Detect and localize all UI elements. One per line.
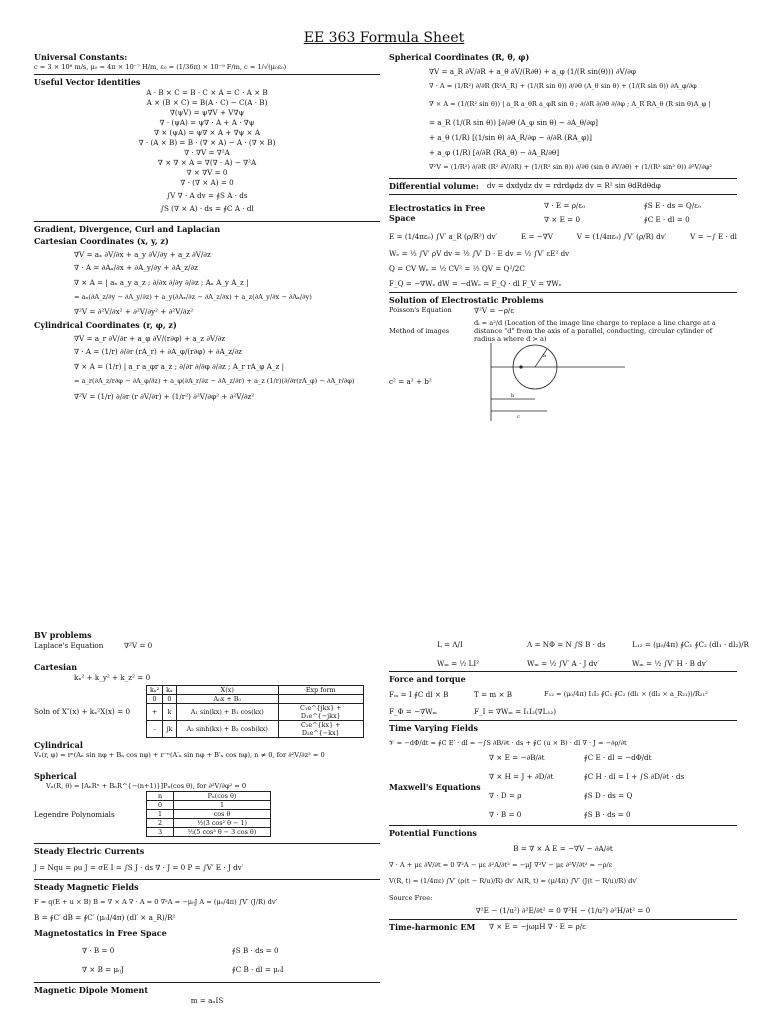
force-heading: Force and torque (389, 674, 466, 684)
divider (34, 879, 380, 880)
equation: Wₘ = ½ ∫V′ A · J dv′ (527, 659, 599, 668)
equation: ∮C E · dl = −dΦ/dt (584, 753, 652, 763)
poisson-equation: ∇²V = −ρ/ε (474, 305, 515, 315)
equation: Fₘ = I ∮C dl × B (389, 690, 449, 699)
equation: = a_R (1/(R sin θ)) [∂/∂θ (A_φ sin θ) − ∂A_θ/∂φ] (429, 118, 598, 128)
table-header: kₓ² (147, 686, 163, 695)
equation: V(R, t) = (1/4πε) ∫V′ (ρ(t − R/u)/R) dv′ A(R, t) = (μ/4π) ∫V′ (J(t − R/u)/R) dv′ (389, 877, 638, 886)
laplace-row (34, 641, 380, 650)
electrostatics-heading: Electrostatics in Free Space (389, 202, 486, 223)
table-cell: + (147, 704, 163, 721)
equation: ∮S B · ds = 0 (584, 810, 631, 820)
magnetostatics-heading: Magnetostatics in Free Space (34, 927, 167, 938)
equation: L₁₂ = (μ₀/4π) ∮C₁ ∮C₂ (dl₁ · dl₂)/R (632, 640, 749, 649)
table-row (147, 695, 364, 704)
table-row (147, 828, 271, 837)
tvf-heading: Time Varying Fields (389, 723, 479, 733)
table-cell: jk (163, 721, 177, 738)
label-c: c (517, 414, 520, 421)
equation: E = −∇V (520, 231, 553, 241)
table-cell: 1 (174, 801, 271, 810)
table-cell: 1 (147, 810, 174, 819)
identity: ∇ × (ψA) = ψ∇ × A + ∇ψ × A (153, 128, 261, 138)
divider (389, 671, 737, 672)
equation: L = Λ/I (437, 640, 463, 649)
table-header-row (147, 792, 271, 801)
equation: ∮S D · ds = Q (584, 791, 633, 801)
equation: ∇ · A + με ∂V/∂t = 0 ∇²A − με ∂²A/∂t² = −μJ ∇²V − με ∂²V/∂t² = −ρ/ε (389, 861, 613, 870)
equation: ∮C H · dl = I + ∫S ∂D/∂t · ds (584, 772, 685, 782)
equation: ∇V = a_r ∂V/∂r + a_φ ∂V/(r∂φ) + a_z ∂V/∂z (74, 334, 226, 344)
table-cell: A₂ sinh(kx) + B₂ cosh(kx) (176, 721, 278, 738)
divider (389, 720, 737, 721)
images-label: Method of images (389, 326, 450, 335)
bv-heading: BV problems (34, 630, 92, 640)
diff-volume-heading: Differential volume: (389, 180, 479, 191)
identity: ∇ · (ψA) = ψ∇ · A + A · ∇ψ (159, 118, 255, 128)
images-note: dᵢ = a²/d (Location of the image line charge to replace a line charge at a distance "d" from the axis of a parallel, conducting, circular cylinder of radius a where d > a) (474, 318, 716, 344)
divider (34, 74, 380, 75)
image-charge-figure-area (389, 343, 737, 421)
table-cell: A₁ sin(kx) + B₁ cos(kx) (176, 704, 278, 721)
table-cell: cos θ (174, 810, 271, 819)
table-cell: A₀x + B₀ (176, 695, 278, 704)
equation: + a_θ (1/R) [(1/sin θ) ∂A_R/∂φ − ∂/∂R (RA_φ)] (429, 133, 592, 143)
bv-spherical-heading: Spherical (34, 771, 77, 782)
identity: A × (B × C) = B(A · C) − C(A · B) (146, 98, 268, 108)
identity: ∇ · ∇V = ∇²A (184, 148, 230, 158)
vector-identities-heading: Useful Vector Identities (34, 77, 141, 88)
equation: ∮C E · dl = 0 (644, 214, 690, 224)
poisson-label: Poisson's Equation (389, 306, 452, 315)
cartesian-heading: Cartesian Coordinates (x, y, z) (34, 236, 169, 247)
equation: ∇ · A = ∂Aₓ/∂x + ∂A_y/∂y + ∂A_z/∂z (74, 263, 198, 273)
steady-currents-heading: Steady Electric Currents (34, 846, 145, 857)
soln-table (146, 685, 364, 738)
identity: ∇ · (∇ × A) = 0 (180, 178, 234, 188)
equation: ∇ · D = ρ (489, 791, 522, 801)
bv-cartesian-heading: Cartesian (34, 662, 78, 672)
maxwell-grid (489, 753, 724, 819)
equation: ∮S E · ds = Q/ε₀ (644, 200, 701, 210)
universal-constants: c = 3 × 10⁸ m/s, μ₀ = 4π × 10⁻⁷ H/m, ε₀ = (1/36π) × 10⁻⁹ F/m, c = 1/√(μ₀ε₀) (34, 63, 287, 71)
divider (389, 194, 737, 195)
poisson-row (389, 306, 737, 315)
page-title: EE 363 Formula Sheet (303, 30, 465, 46)
vector-identities (34, 88, 380, 213)
label-a: a (543, 353, 546, 360)
dipole-equation: m = aₙIS (190, 995, 224, 1005)
identity: ∇(ψV) = ψ∇V + V∇ψ (169, 108, 245, 118)
cartesian-equations (34, 250, 380, 316)
dipole-heading: Magnetic Dipole Moment (34, 984, 149, 995)
equation: ∮S B · ds = 0 (232, 945, 279, 955)
laplace-equation: ∇²V = 0 (124, 641, 153, 650)
equation: F₁₂ = (μ₀/4π) I₁I₂ ∮C₁ ∮C₂ (dl₁ × (dl₂ × a_R₂₁))/R₂₁² (544, 690, 708, 698)
diff-volume-row (389, 181, 737, 191)
electrostatics-fields (389, 232, 737, 241)
diff-volume: dv = dxdydz dv = rdrdφdz dv = R² sin θdRdθdφ (486, 181, 661, 191)
left-column (34, 50, 380, 405)
steady-magnetic-1: F = q(E + u × B) B = ∇ × A ∇ · A = 0 ∇²A = −μ₀J A = (μ₀/4π) ∫V′ (J/R) dv′ (34, 898, 278, 907)
table-header-row (147, 686, 364, 695)
equation: Q = CV Wₑ = ½ CV² = ½ QV = Q²/2C (389, 263, 525, 273)
harmonic-equations: ∇ × E = −jωμH ∇ · E = ρ/ε (489, 922, 586, 932)
identity: A · B × C = B · C × A = C · A × B (146, 88, 268, 98)
legendre-table (146, 791, 271, 837)
equation: = a_r(∂A_z/r∂φ − ∂A_φ/∂z) + a_φ(∂A_r/∂z − ∂A_z/∂r) + a_z (1/r)(∂/∂r(rA_φ) − ∂A_r/∂φ) (74, 377, 355, 386)
table-cell: 0 (147, 695, 163, 704)
equation: Λ = NΦ = N ∫S B · ds (527, 640, 606, 649)
identity: ∫S (∇ × A) · ds = ∮C A · dl (160, 204, 254, 214)
equation: ∇ × E = −∂B/∂t (489, 753, 545, 763)
equation: = aₓ(∂A_z/∂y − ∂A_y/∂z) + a_y(∂Aₓ/∂z − ∂A_z/∂x) + a_z(∂A_y/∂x − ∂Aₓ/∂y) (74, 293, 312, 302)
left-lower-column (34, 628, 380, 1006)
table-cell: ½(5 cos³ θ − 3 cos θ) (174, 828, 271, 837)
divider (389, 292, 737, 293)
equation: ∇ · B = 0 (82, 945, 115, 955)
maxwell-row (389, 753, 737, 819)
force-grid (389, 690, 737, 716)
table-cell: C₁e^{jkx} + D₁e^{−jkx} (278, 704, 363, 721)
divider (389, 178, 737, 179)
table-row (147, 801, 271, 810)
equation: ∇ · A = (1/R²) ∂/∂R (R²A_R) + (1/(R sin θ)) ∂/∂θ (A_θ sin θ) + (1/(R sin θ)) ∂A_φ/∂φ (429, 82, 697, 90)
image-charge-diagram (485, 343, 635, 421)
cylindrical-heading: Cylindrical Coordinates (r, φ, z) (34, 320, 177, 331)
right-lower-column (389, 640, 749, 932)
bv-cartesian-equation: kₓ² + k_y² + k_z² = 0 (74, 673, 151, 682)
equation: F_Q = −∇Wₑ dW = −dWₑ = F_Q · dl F_V = ∇Wₑ (389, 278, 562, 288)
table-cell: 0 (163, 695, 177, 704)
table-cell: k (163, 704, 177, 721)
equation: ∇²V = (1/r) ∂/∂r (r ∂V/∂r) + (1/r²) ∂²V/∂φ² + ∂²V/∂z² (74, 391, 255, 401)
equation: T = m × B (474, 690, 513, 699)
table-cell: C₂e^{kx} + D₂e^{−kx} (278, 721, 363, 738)
divider (389, 919, 737, 920)
table-cell: 2 (147, 819, 174, 828)
equation: B = ∇ × A E = −∇V − ∂A/∂t (513, 844, 613, 854)
table-cell: 3 (147, 828, 174, 837)
equation: E = (1/4πε₀) ∫V′ a_R (ρ/R²) dv′ (389, 231, 498, 241)
electrostatics-row (389, 201, 737, 224)
steady-magnetic-heading: Steady Magnetic Fields (34, 882, 139, 893)
equation: ∇V = aₓ ∂V/∂x + a_y ∂V/∂y + a_z ∂V/∂z (74, 250, 211, 260)
table-row (147, 721, 364, 738)
spherical-equations (389, 67, 737, 172)
legendre-label: Legendre Polynomials (34, 809, 115, 819)
table-cell: ½(3 cos² θ − 1) (174, 819, 271, 828)
soln-row (34, 685, 380, 738)
harmonic-row (389, 922, 737, 932)
equation: ∇ × A = (1/r) | a_r a_φr a_z ; ∂/∂r ∂/∂φ ∂/∂z ; A_r rA_φ A_z | (74, 362, 285, 372)
equation: Wₑ = ½ ∫V′ ρV dv = ½ ∫V′ D · E dv = ½ ∫V′ εE² dv (389, 248, 570, 258)
equation: ∇ × B = μ₀J (82, 964, 124, 974)
spherical-heading: Spherical Coordinates (R, θ, φ) (389, 52, 530, 62)
bv-cylindrical-equation: Vₙ(r, φ) = rⁿ(Aₙ sin nφ + Bₙ cos nφ) + r⁻ⁿ(A′ₙ sin nφ + B′ₙ cos nφ), n ≠ 0, for ∂²V/∂z² = 0 (34, 751, 325, 759)
gdcl-heading: Gradient, Divergence, Curl and Laplacian (34, 224, 221, 235)
identity: ∫V ∇ · A dv = ∮S A · ds (166, 191, 248, 201)
equation: ∇ × A = | aₓ a_y a_z ; ∂/∂x ∂/∂y ∂/∂z ; Aₓ A_y A_z | (74, 278, 249, 288)
equation: ∇ × H = J + ∂D/∂t (489, 772, 554, 782)
equation: + a_φ (1/R) [∂/∂R (RA_θ) − ∂A_R/∂θ] (429, 148, 560, 158)
equation: Wₘ = ½ LI² (437, 659, 480, 668)
equation: V = −∫ E · dl (690, 231, 737, 241)
potential-heading: Potential Functions (389, 828, 477, 839)
table-header: Exp form (278, 686, 363, 695)
table-header: kₓ (163, 686, 177, 695)
equation: Wₘ = ½ ∫V′ H · B dv′ (632, 659, 708, 668)
table-row (147, 819, 271, 828)
divider (389, 825, 737, 826)
legendre-row (34, 791, 380, 837)
divider (34, 221, 380, 222)
maxwell-label: Maxwell's Equations (389, 781, 481, 792)
steady-magnetic-2: B = ∮C′ dB = ∮C′ (μ₀I/4π) (dl′ × a_R)/R² (34, 912, 176, 922)
divider (34, 982, 380, 983)
cylindrical-equations (34, 334, 380, 400)
laplace-label: Laplace's Equation (34, 641, 104, 650)
table-row (147, 704, 364, 721)
equation: ∇²V = (1/R²) ∂/∂R (R² ∂V/∂R) + (1/(R² sin θ)) ∂/∂θ (sin θ ∂V/∂θ) + (1/(R² sin² θ)) ∂²V/∂φ² (429, 163, 713, 172)
equation: ∇ × E = 0 (544, 214, 581, 224)
equation: ∇ × A = (1/(R² sin θ)) | a_R a_θR a_φR sin θ ; ∂/∂R ∂/∂θ ∂/∂φ ; A_R RA_θ (R sin θ)A_φ | (429, 100, 711, 109)
images-equation: c² = a² + b² (389, 377, 432, 387)
table-cell: 0 (147, 801, 174, 810)
source-free-equations: ∇²E − (1/u²) ∂²E/∂t² = 0 ∇²H − (1/u²) ∂²H/∂t² = 0 (475, 905, 651, 915)
equation: ∇ · A = (1/r) ∂/∂r (rA_r) + ∂A_φ/(r∂φ) + ∂A_z/∂z (74, 347, 242, 357)
magnetostatics-grid (82, 946, 380, 974)
bv-cylindrical-heading: Cylindrical (34, 740, 83, 750)
equation: F_I = ∇Wₘ = I₁I₂(∇L₁₂) (474, 707, 557, 716)
inductance-grid (437, 640, 749, 668)
equation: F_Φ = −∇Wₘ (389, 707, 437, 716)
equation: ∇²V = ∂²V/∂x² + ∂²V/∂y² + ∂²V/∂z² (74, 307, 194, 317)
identity: ∇ · (A × B) = B · (∇ × A) − A · (∇ × B) (138, 138, 276, 148)
table-header: n (147, 792, 174, 801)
right-column (389, 50, 737, 421)
universal-constants-heading: Universal Constants: (34, 52, 128, 62)
table-header: X(x) (176, 686, 278, 695)
label-b: b (511, 393, 515, 400)
equation: ∮C B · dl = μ₀I (232, 964, 284, 974)
table-cell (278, 695, 363, 704)
divider (34, 843, 380, 844)
steady-currents: J = Nqu = ρu J = σE I = ∫S J · ds ∇ · J = 0 P = ∫V′ E · J dv′ (34, 863, 244, 873)
image-charge-dot (519, 366, 522, 369)
electrostatics-grid (544, 201, 754, 224)
identity: ∇ × ∇V = 0 (186, 168, 228, 178)
table-cell: - (147, 721, 163, 738)
bv-spherical-equation: Vₙ(R, θ) = [AₙRⁿ + BₙR^{−(n+1)}]Pₙ(cos θ), for ∂²V/∂φ² = 0 (46, 782, 247, 791)
images-row (389, 319, 737, 344)
table-header: Pₙ(cos θ) (174, 792, 271, 801)
tvf-equation: 𝒱 = −dΦ/dt = ∮C E′ · dl = −∫S ∂B/∂t · ds + ∮C (u × B) · dl ∇ · J = −∂ρ/∂t (389, 739, 627, 747)
harmonic-heading: Time-harmonic EM (389, 921, 476, 932)
solution-heading: Solution of Electrostatic Problems (389, 294, 544, 305)
table-row (147, 810, 271, 819)
equation: ∇V = a_R ∂V/∂R + a_θ ∂V/(R∂θ) + a_φ (1/(R sin(θ))) ∂V/∂φ (429, 67, 636, 76)
equation: ∇ · E = ρ/ε₀ (544, 200, 585, 210)
equation: ∇ · B = 0 (489, 810, 522, 820)
source-free-label: Source Free: (389, 893, 433, 902)
soln-label: Soln of X″(x) + kₓ²X(x) = 0 (34, 707, 131, 716)
equation: V = (1/4πε₀) ∫V′ (ρ/R) dv′ (576, 231, 667, 241)
identity: ∇ × ∇ × A = ∇(∇ · A) − ∇²A (157, 158, 257, 168)
